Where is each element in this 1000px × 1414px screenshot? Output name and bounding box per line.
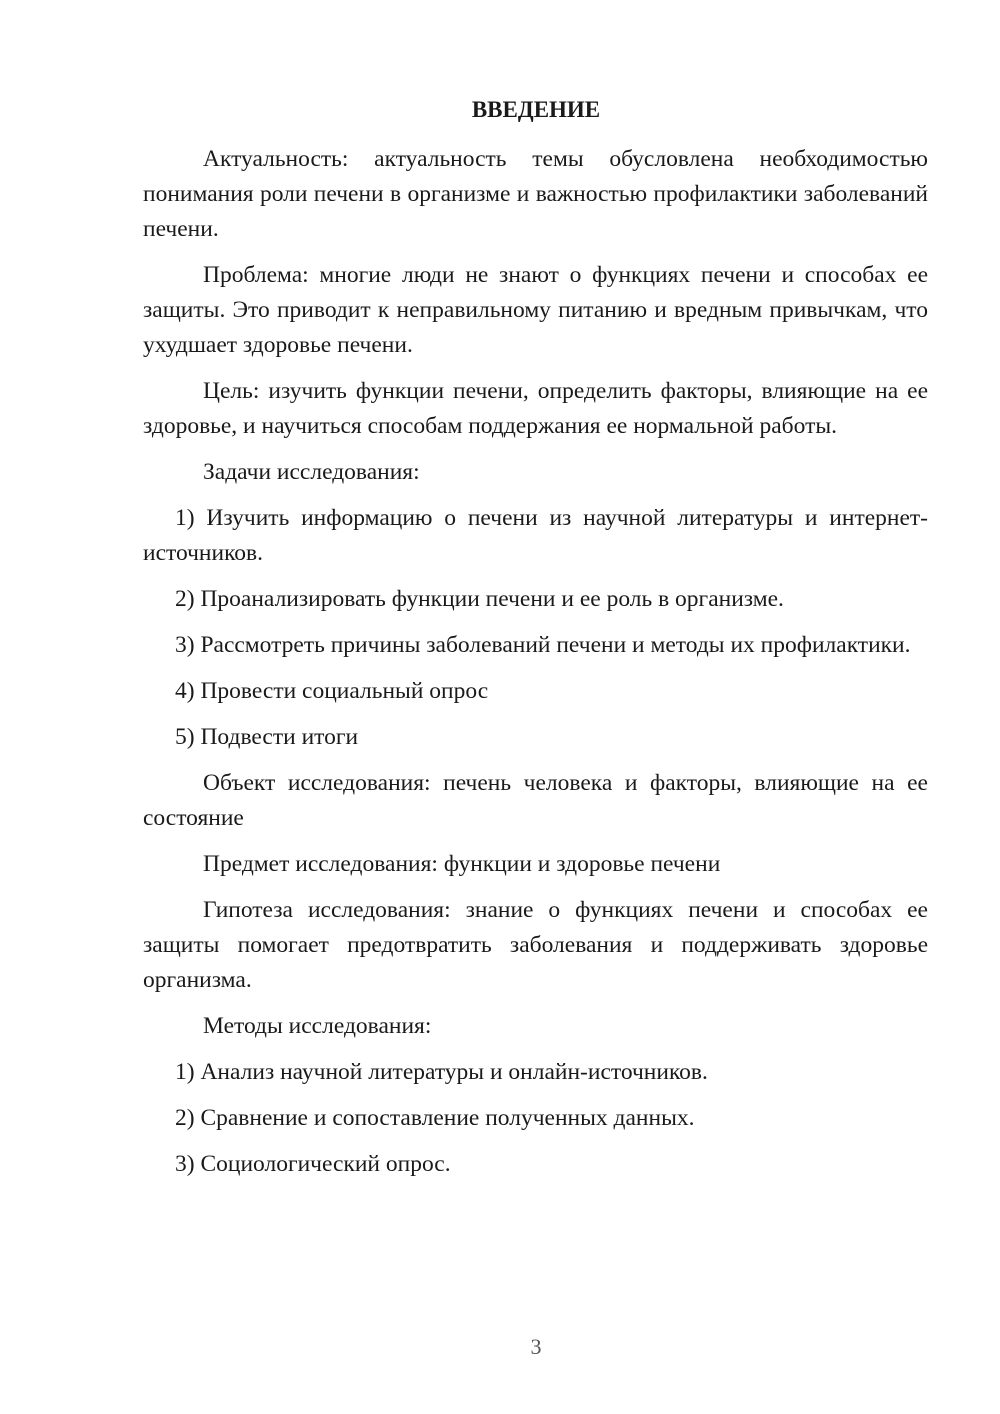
list-item-task-1: 1) Изучить информацию о печени из научной литературы и интернет-источников. (143, 505, 928, 566)
list-item-task-4: 4) Провести социальный опрос (175, 678, 489, 704)
paragraph-goal: Цель: изучить функции печени, определить факторы, влияющие на ее здоровье, и научиться способам поддержания ее нормальной работы. (143, 378, 928, 439)
paragraph-subject: Предмет исследования: функции и здоровье печени (203, 851, 721, 877)
paragraph-tasks-heading: Задачи исследования: (203, 459, 420, 485)
paragraph-hypothesis: Гипотеза исследования: знание о функциях печени и способах ее защиты помогает предотвратить заболевания и поддерживать здоровье организма. (143, 897, 928, 993)
paragraph-methods-heading: Методы исследования: (203, 1013, 432, 1039)
paragraph-object: Объект исследования: печень человека и факторы, влияющие на ее состояние (143, 770, 928, 831)
list-item-task-3: 3) Рассмотреть причины заболеваний печени и методы их профилактики. (175, 632, 911, 658)
paragraph-problem: Проблема: многие люди не знают о функциях печени и способах ее защиты. Это приводит к неправильному питанию и вредным привычкам, что ухудшает здоровье печени. (143, 262, 928, 358)
list-item-task-2: 2) Проанализировать функции печени и ее роль в организме. (175, 586, 784, 612)
list-item-method-3: 3) Социологический опрос. (175, 1151, 451, 1177)
page-number: 3 (530, 1334, 542, 1359)
paragraph-relevance: Актуальность: актуальность темы обусловлена необходимостью понимания роли печени в организме и важностью профилактики заболеваний печени. (143, 146, 928, 242)
document-body (143, 142, 928, 1193)
page-title: ВВЕДЕНИЕ (471, 97, 601, 122)
list-item-method-2: 2) Сравнение и сопоставление полученных данных. (175, 1105, 695, 1131)
list-item-task-5: 5) Подвести итоги (175, 724, 359, 750)
list-item-method-1: 1) Анализ научной литературы и онлайн-источников. (175, 1059, 708, 1085)
